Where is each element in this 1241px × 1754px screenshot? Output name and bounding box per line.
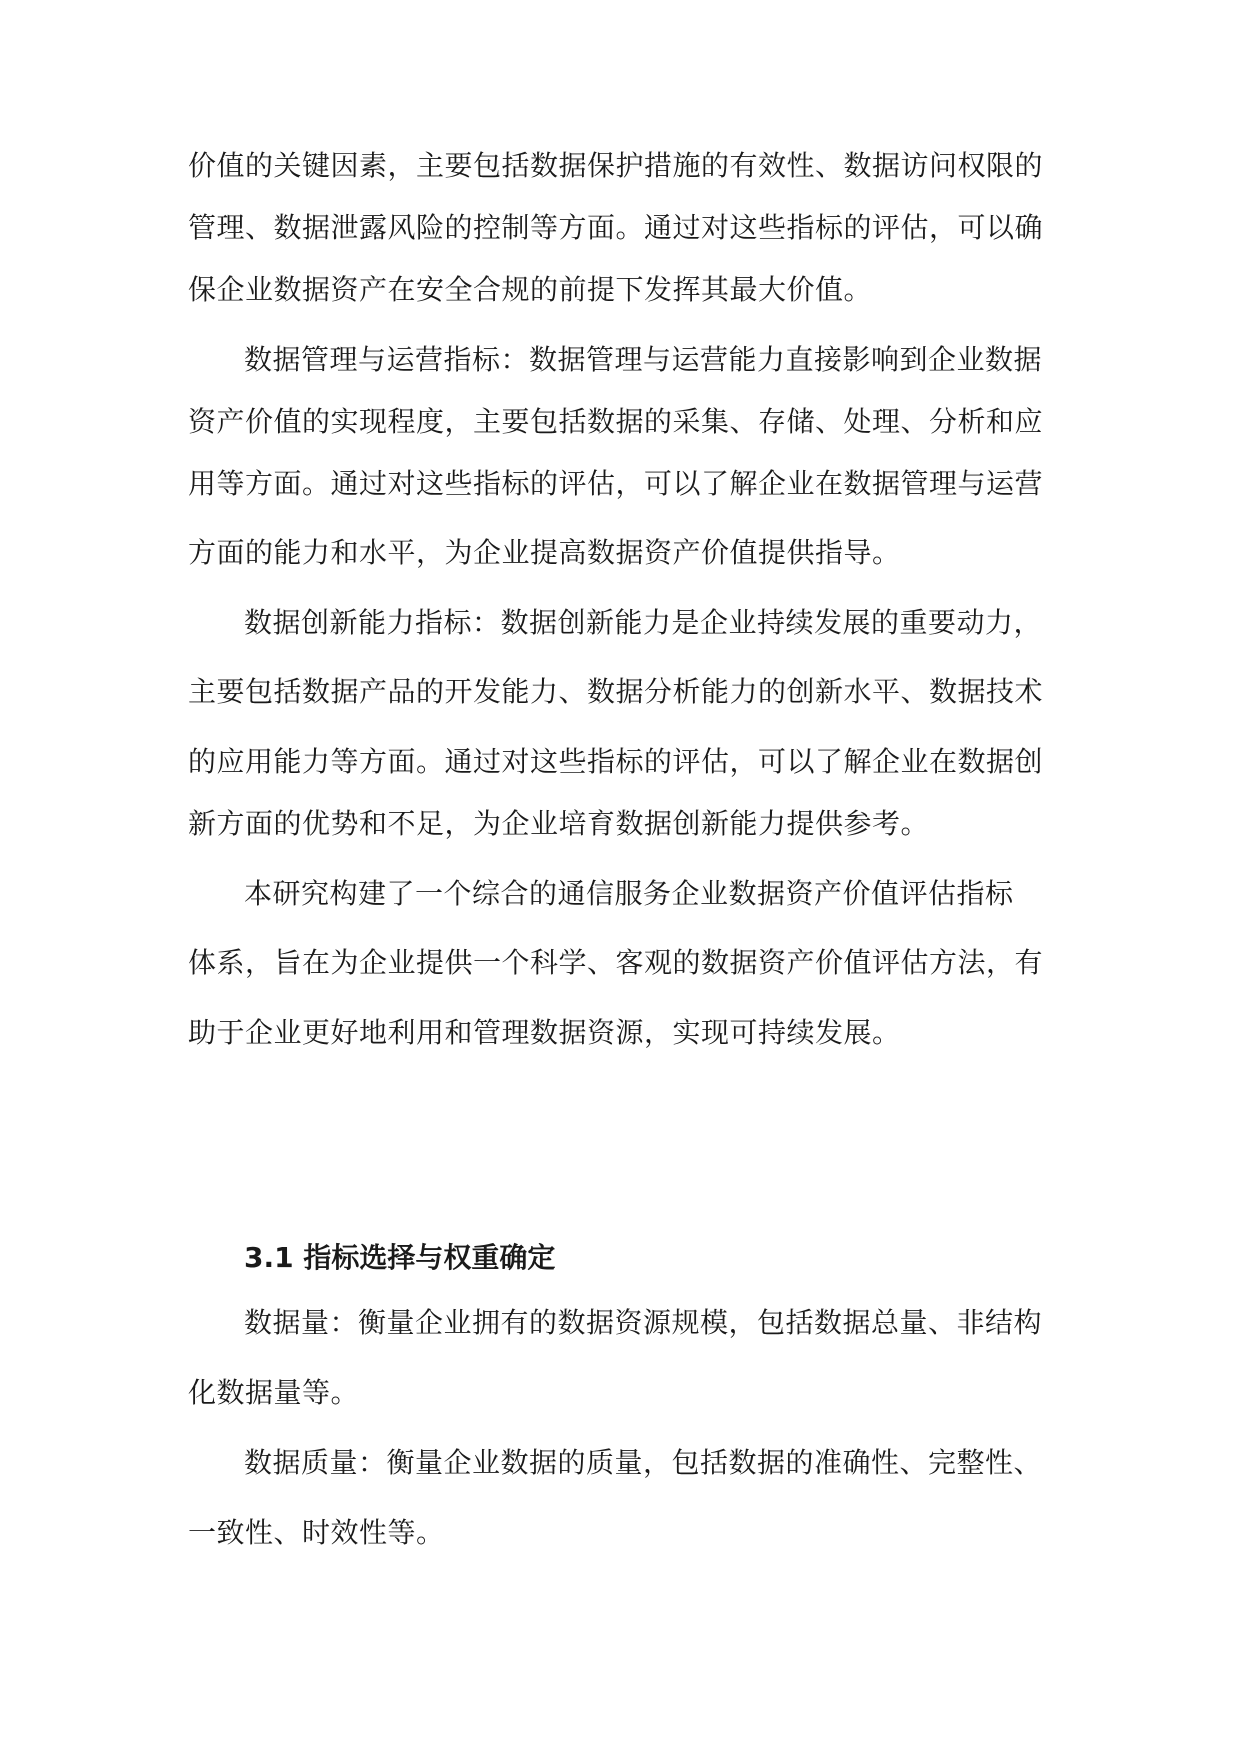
paragraph-3-line-3: 的应用能力等方面。通过对这些指标的评估，可以了解企业在数据创 [188, 745, 1044, 778]
paragraph-1-line-3: 保企业数据资产在安全合规的前提下发挥其最大价值。 [188, 273, 873, 306]
section-paragraph-2-line-2: 一致性、时效性等。 [188, 1516, 445, 1549]
section-paragraph-2-line-1: 数据质量：衡量企业数据的质量，包括数据的准确性、完整性、 [244, 1446, 1043, 1479]
paragraph-1-line-2: 管理、数据泄露风险的控制等方面。通过对这些指标的评估，可以确 [188, 211, 1044, 244]
paragraph-4-line-3: 助于企业更好地利用和管理数据资源，实现可持续发展。 [188, 1016, 901, 1049]
section-paragraph-1-line-1: 数据量：衡量企业拥有的数据资源规模，包括数据总量、非结构 [244, 1306, 1043, 1339]
paragraph-4-line-1: 本研究构建了一个综合的通信服务企业数据资产价值评估指标 [244, 877, 1014, 910]
section-paragraph-1-line-2: 化数据量等。 [188, 1376, 360, 1409]
paragraph-3-line-2: 主要包括数据产品的开发能力、数据分析能力的创新水平、数据技术 [188, 675, 1044, 708]
paragraph-2-line-1: 数据管理与运营指标：数据管理与运营能力直接影响到企业数据 [244, 343, 1043, 376]
paragraph-2-line-3: 用等方面。通过对这些指标的评估，可以了解企业在数据管理与运营 [188, 467, 1044, 500]
paragraph-3-line-1: 数据创新能力指标：数据创新能力是企业持续发展的重要动力， [244, 606, 1043, 639]
paragraph-3-line-4: 新方面的优势和不足，为企业培育数据创新能力提供参考。 [188, 807, 930, 840]
paragraph-1-line-1: 价值的关键因素，主要包括数据保护措施的有效性、数据访问权限的 [188, 149, 1044, 182]
section-heading: 3.1 指标选择与权重确定 [244, 1241, 556, 1274]
paragraph-2-line-2: 资产价值的实现程度，主要包括数据的采集、存储、处理、分析和应 [188, 405, 1044, 438]
paragraph-2-line-4: 方面的能力和水平，为企业提高数据资产价值提供指导。 [188, 536, 901, 569]
paragraph-4-line-2: 体系，旨在为企业提供一个科学、客观的数据资产价值评估方法，有 [188, 946, 1044, 979]
